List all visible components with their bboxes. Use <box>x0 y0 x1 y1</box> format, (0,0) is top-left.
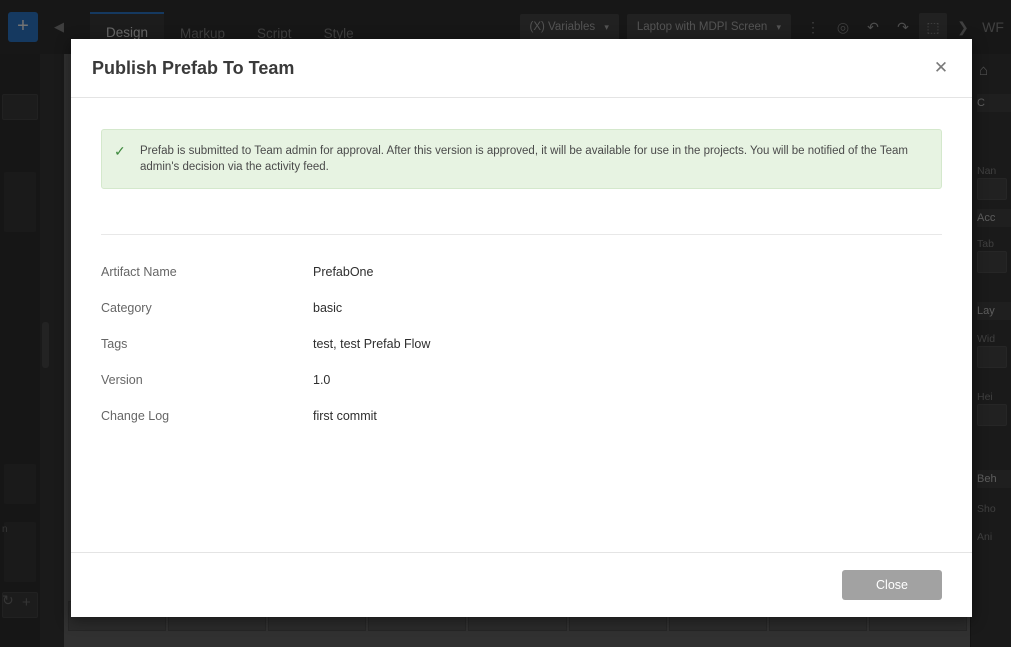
alert-message: Prefab is submitted to Team admin for approval. After this version is approved, it will be available for use in the projects. You will be notified of the Team admin's decision via the activity feed. <box>140 145 908 173</box>
detail-label-change-log: Change Log <box>101 409 170 423</box>
detail-value-artifact-name: PrefabOne <box>313 265 374 279</box>
detail-value-tags: test, test Prefab Flow <box>313 337 431 351</box>
detail-value-version: 1.0 <box>313 373 331 387</box>
detail-row <box>101 409 942 423</box>
close-icon[interactable]: ✕ <box>933 58 949 77</box>
detail-label-artifact-name: Artifact Name <box>101 265 177 279</box>
dialog-body <box>71 98 972 552</box>
detail-row <box>101 373 942 387</box>
dialog-header <box>71 39 972 98</box>
detail-label-version: Version <box>101 373 143 387</box>
detail-value-change-log: first commit <box>313 409 377 423</box>
dialog-footer <box>71 552 972 617</box>
success-alert <box>101 129 942 189</box>
detail-label-tags: Tags <box>101 337 128 351</box>
detail-row <box>101 301 942 315</box>
detail-row <box>101 265 942 279</box>
close-button[interactable]: Close <box>842 570 942 600</box>
publish-prefab-dialog <box>71 39 972 617</box>
detail-row <box>101 337 942 351</box>
detail-value-category: basic <box>313 301 343 315</box>
dialog-title: Publish Prefab To Team <box>92 57 295 78</box>
check-icon: ✓ <box>114 143 126 159</box>
detail-label-category: Category <box>101 301 152 315</box>
section-divider <box>101 234 942 235</box>
artifact-details <box>101 265 942 423</box>
